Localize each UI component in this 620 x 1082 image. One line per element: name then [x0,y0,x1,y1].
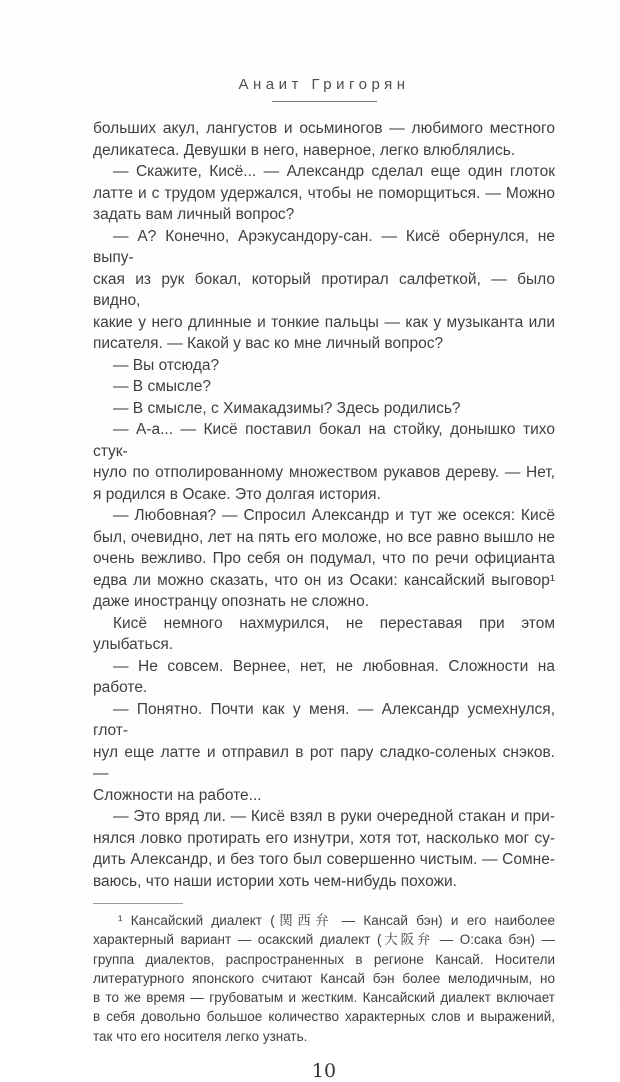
body-line: — Вы отсюда? [113,356,220,374]
footnote-line: группа диалектов, распространенных в регионе Кансай. Носители [93,951,555,967]
body-line: Сложности на работе... [93,786,262,804]
page-number: 10 [311,1060,337,1082]
body-line: — В смысле? [113,378,212,395]
body-line: очень вежливо. Про себя он подумал, что по речи официанта [93,550,555,567]
body-line: — А-а... — Кисё поставил бокал на стойку, донышко тихо стук- [93,421,555,460]
page-header [93,0,555,102]
body-line: — Скажите, Кисё... — Александр сделал еще один глоток [113,163,555,180]
body-line: Кисё немного нахмурился, не переставая при этом улыбаться. [93,614,555,653]
body-text [93,118,555,892]
body-line: задать вам личный вопрос? [93,206,295,223]
body-line: едва ли можно сказать, что он из Осаки: кансайский выговор¹ [93,571,555,589]
header-rule [272,101,377,102]
body-line: — Это вряд ли. — Кисё взял в руки очередной стакан и при- [113,808,555,825]
body-line: дить Александр, и без того был совершенно чистым. — Сомне- [93,851,555,868]
footnote-rule [93,903,183,904]
body-line: был, очевидно, лет на пять его моложе, но все равно вышло не [93,528,555,546]
footnote-line: так что его носителя легко узнать. [93,1028,308,1044]
body-line: — Не совсем. Вернее, нет, не любовная. Сложности на работе. [93,657,555,696]
body-line: какие у него длинные и тонкие пальцы — как у музыканта или [93,313,555,331]
body-line: латте и с трудом удержался, чтобы не поморщиться. — Можно [93,184,555,202]
body-line: больших акул, лангустов и осьминогов — любимого местного [93,120,555,137]
footnote-line: в себя довольно большое количество характерных слов и выражений, [93,1009,555,1025]
body-line: — В смысле, с Химакадзимы? Здесь родились? [113,399,461,417]
footnote [93,911,555,1046]
body-line: я родился в Осаке. Это долгая история. [93,485,381,503]
body-line: — А? Конечно, Арэкусандору-сан. — Кисё обернулся, не выпу- [93,227,555,266]
body-line: нялся ловко протирать его изнутри, хотя тот, насколько мог су- [93,829,555,847]
body-line: деликатеса. Девушки в него, наверное, легко влюблялись. [93,141,516,159]
body-line: — Понятно. Почти как у меня. — Александр усмехнулся, глот- [93,700,555,739]
author-name: Анаит Григорян [238,76,410,93]
footnote-line: характерный вариант — осакский диалект (大阪弁 — О:сака бэн) — [93,932,555,948]
body-line: нул еще латте и отправил в рот пару сладко-соленых снэков. — [93,743,555,782]
body-line: ская из рук бокал, который протирал салфеткой, — было видно, [93,270,555,309]
footnote-line: ¹ Кансайский диалект (関西弁 — Кансай бэн) и его наиболее [118,913,555,928]
body-line: даже иностранцу опознать не сложно. [93,593,370,610]
footnote-line: в то же время — грубоватым и жестким. Кансайский диалект включает [93,990,555,1006]
body-line: писателя. — Какой у вас ко мне личный вопрос? [93,335,444,352]
body-line: — Любовная? — Спросил Александр и тут же осекся: Кисё [113,507,555,524]
footnote-line: литературного японского считают Кансай бэн более мелодичным, но [93,970,555,986]
body-line: нуло по отполированному множеством рукавов дереву. — Нет, [93,464,555,481]
body-line: ваюсь, что наши истории хоть чем-нибудь похожи. [93,872,457,890]
